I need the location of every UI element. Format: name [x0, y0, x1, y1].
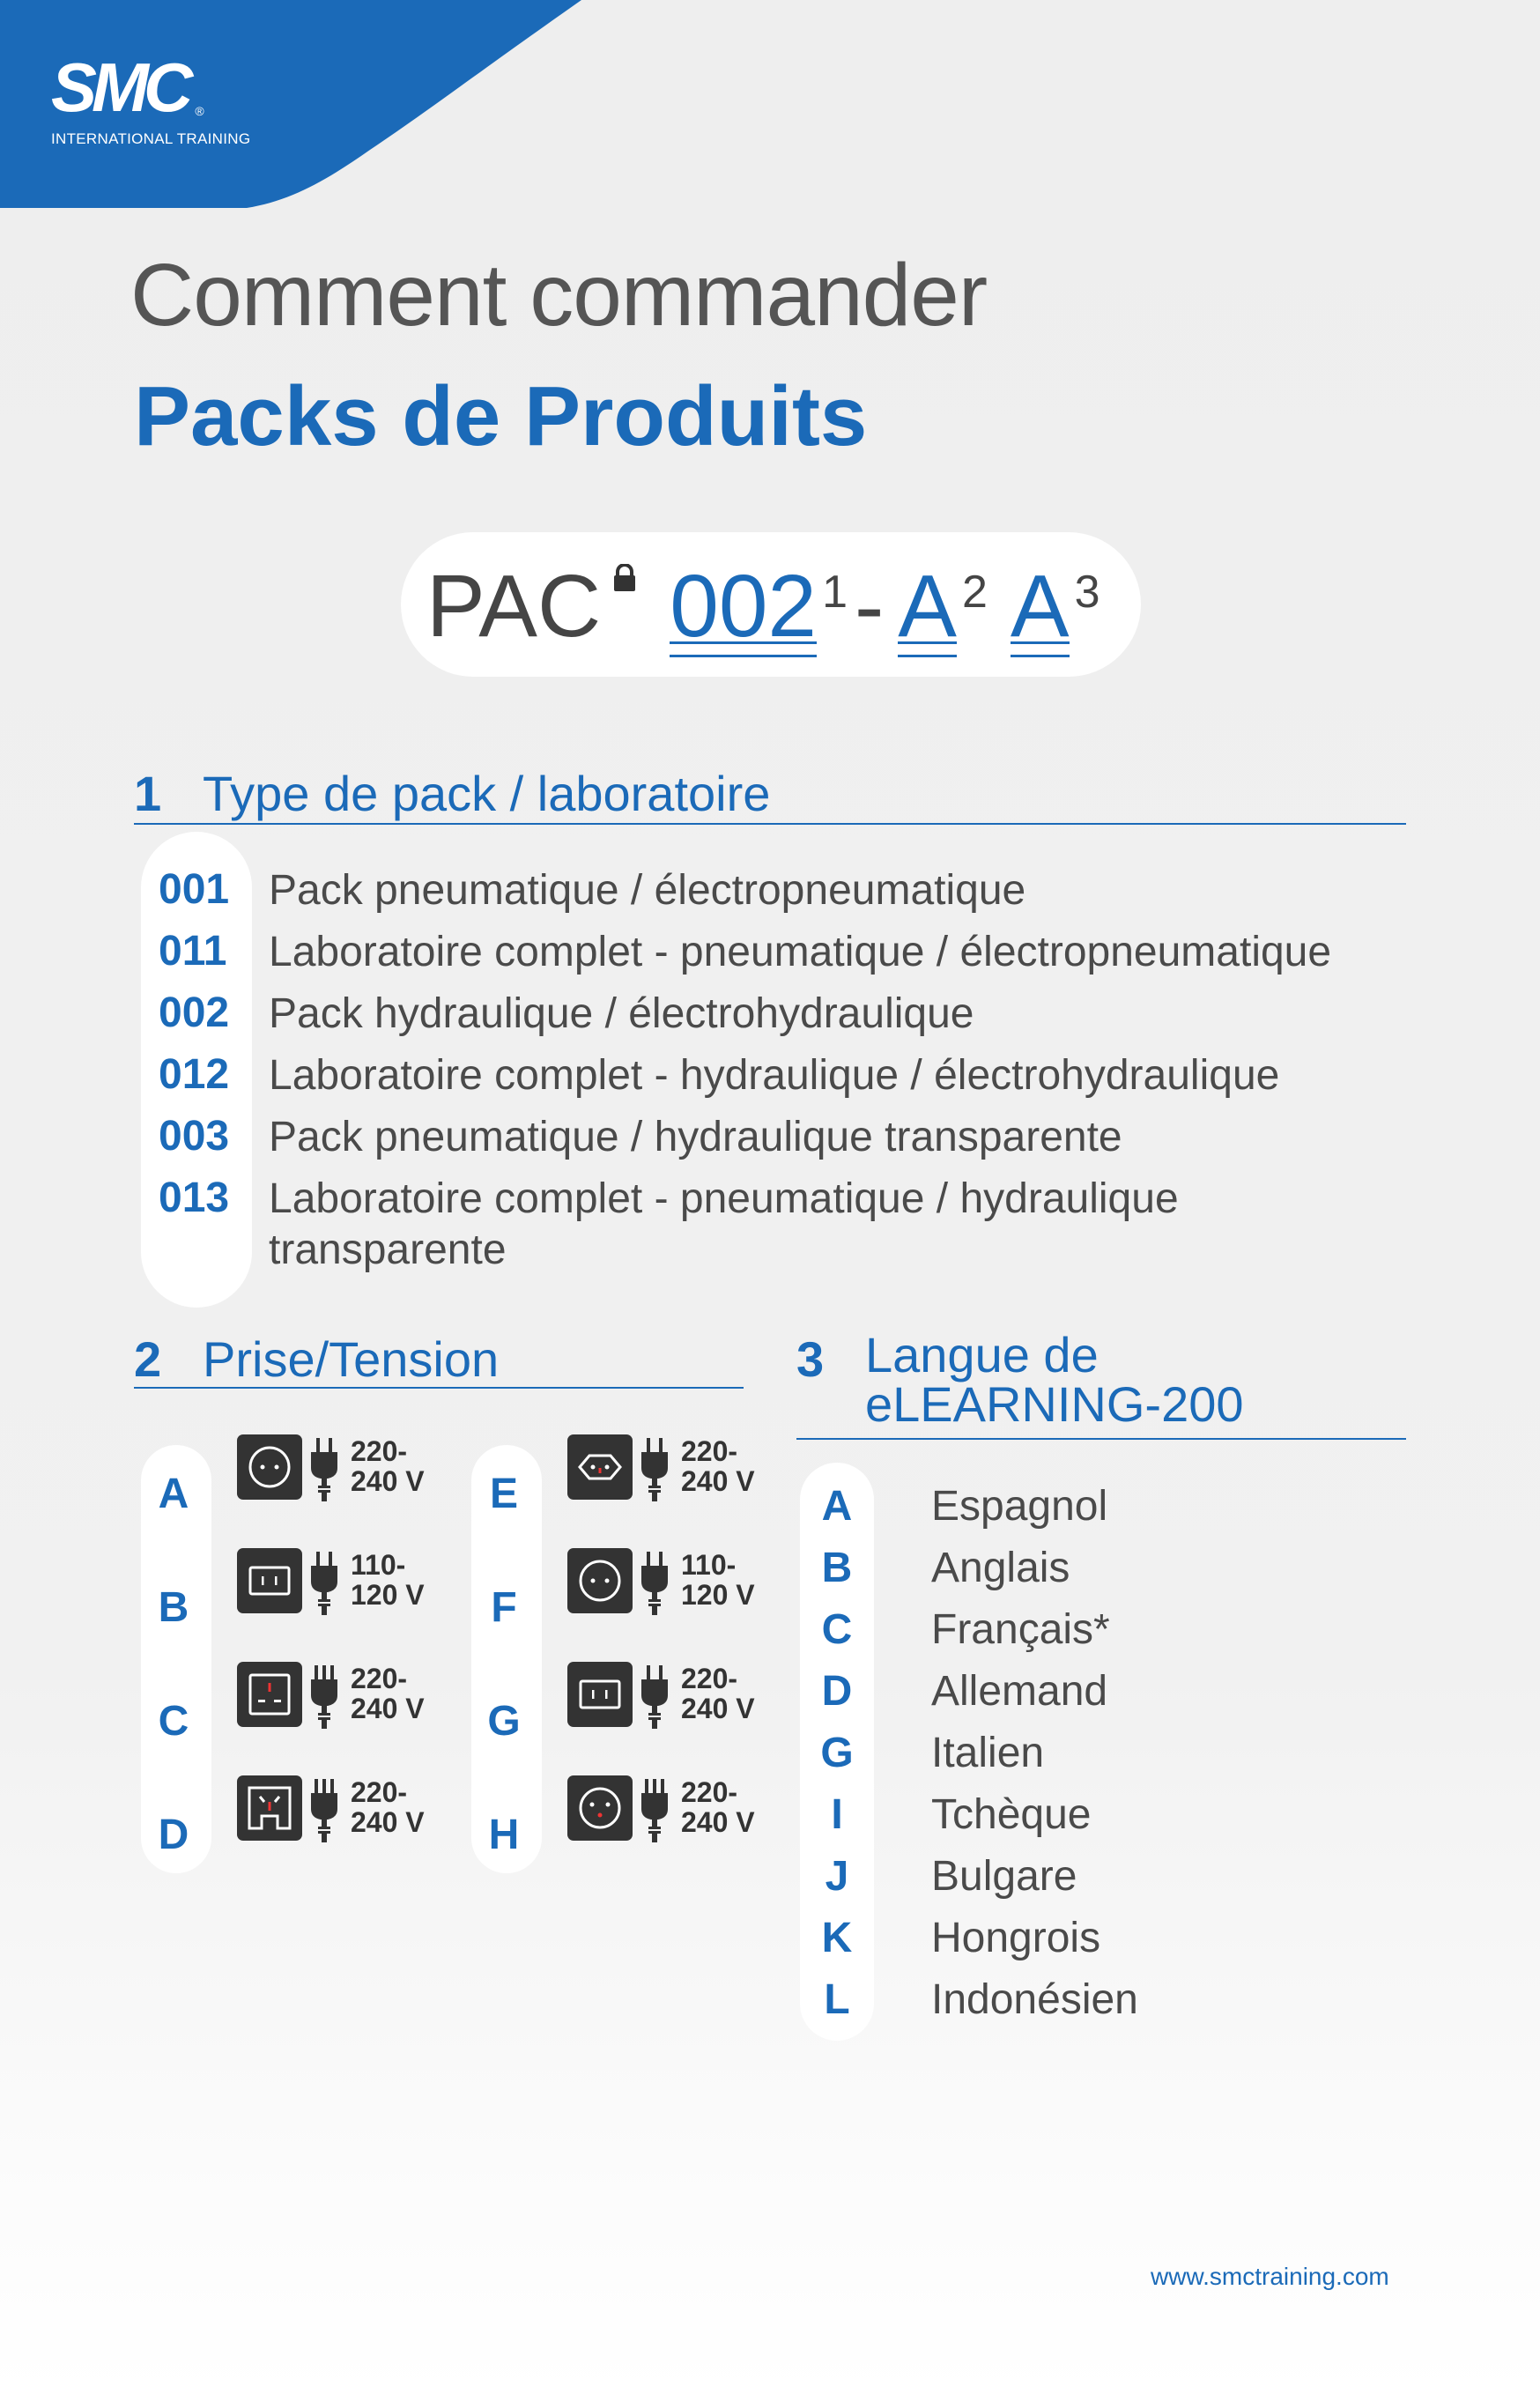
registered-mark: ®: [195, 104, 204, 118]
pack-label: Laboratoire complet - pneumatique / hydraulique transparente: [269, 1175, 1179, 1273]
section-1-rule: [134, 823, 1406, 825]
voltage-line-2: 240 V: [681, 1693, 755, 1724]
logo-tagline: INTERNATIONAL TRAINING: [51, 130, 251, 147]
logo-wordmark: SMC: [51, 48, 189, 126]
two-pin-plug-icon: [639, 1550, 670, 1615]
plug-letter: H: [488, 1812, 520, 1858]
voltage-line-1: 220-: [681, 1776, 738, 1808]
section-1-title: Type de pack / laboratoire: [203, 766, 771, 821]
language-letter: A: [821, 1483, 853, 1530]
plug-letter: A: [158, 1471, 189, 1517]
language-label: Indonésien: [931, 1976, 1138, 2023]
section-3-title-line-2: eLEARNING-200: [865, 1376, 1244, 1432]
section-3-heading: [796, 1327, 1244, 1432]
voltage-line-1: 220-: [351, 1663, 408, 1694]
plug-letter: E: [489, 1471, 518, 1517]
code-superscript-2: 2: [962, 567, 988, 618]
voltage-line-1: 220-: [351, 1776, 408, 1808]
language-letter: D: [821, 1668, 853, 1715]
socket-type-c-icon: [567, 1434, 633, 1500]
section-2-rule: [134, 1387, 744, 1389]
voltage-label: [351, 1664, 425, 1723]
socket-type-j-icon: [567, 1775, 633, 1841]
pack-code: 002: [159, 989, 230, 1036]
language-label: Français*: [931, 1606, 1110, 1653]
code-dash: -: [854, 557, 885, 656]
order-code: [426, 545, 1100, 668]
voltage-line-2: 240 V: [681, 1465, 755, 1497]
language-label: Hongrois: [931, 1915, 1101, 1961]
socket-type-i-icon: [237, 1775, 302, 1841]
pack-label: Pack pneumatique / hydraulique transparente: [269, 1114, 1122, 1160]
code-superscript-1: 1: [822, 567, 848, 618]
list-item: [159, 1050, 1414, 1101]
section-1-number: 1: [134, 766, 162, 821]
list-item: [159, 927, 1414, 978]
voltage-line-2: 240 V: [351, 1806, 425, 1838]
socket-type-a-icon: [567, 1662, 633, 1727]
language-label: Italien: [931, 1730, 1045, 1776]
socket-type-f-icon: [567, 1548, 633, 1613]
page-subtitle: Packs de Produits: [134, 369, 868, 463]
plug-letter: F: [491, 1584, 517, 1631]
pack-code: 013: [159, 1175, 230, 1221]
section-2-number: 2: [134, 1331, 162, 1387]
two-pin-plug-icon: [639, 1664, 670, 1729]
socket-type-g-icon: [237, 1662, 302, 1727]
language-letter: C: [821, 1606, 853, 1653]
pack-code: 001: [159, 866, 230, 913]
three-pin-plug-icon: [308, 1664, 340, 1729]
voltage-label: [351, 1777, 425, 1837]
voltage-label: [351, 1550, 425, 1610]
section-3-rule: [796, 1438, 1406, 1440]
voltage-line-1: 220-: [681, 1663, 738, 1694]
three-pin-plug-icon: [308, 1777, 340, 1842]
section-3-number: 3: [796, 1331, 825, 1387]
code-superscript-3: 3: [1074, 567, 1100, 618]
two-pin-plug-icon: [308, 1550, 340, 1615]
voltage-label: [681, 1550, 755, 1610]
voltage-line-2: 240 V: [681, 1806, 755, 1838]
language-letter: I: [831, 1791, 843, 1838]
code-part-plug: A: [898, 545, 957, 668]
language-letter: G: [820, 1730, 854, 1776]
three-pin-plug-icon: [639, 1777, 670, 1842]
section-2-heading: [134, 1330, 499, 1388]
pack-code: 003: [159, 1113, 230, 1160]
language-letter: J: [825, 1853, 849, 1900]
two-pin-plug-icon: [308, 1436, 340, 1501]
pack-code: 011: [159, 928, 227, 975]
language-letter: L: [824, 1976, 850, 2023]
voltage-label: [681, 1777, 755, 1837]
two-pin-plug-icon: [639, 1436, 670, 1501]
socket-type-f-icon: [237, 1434, 302, 1500]
pack-label: Pack hydraulique / électrohydraulique: [269, 990, 974, 1037]
pack-label: Pack pneumatique / électropneumatique: [269, 867, 1026, 914]
section-1-heading: [134, 765, 770, 822]
plug-letter: D: [158, 1812, 189, 1858]
voltage-label: [351, 1436, 425, 1496]
voltage-line-1: 110-: [351, 1549, 406, 1581]
voltage-line-2: 120 V: [351, 1579, 425, 1611]
language-label: Allemand: [931, 1668, 1108, 1715]
socket-type-a-icon: [237, 1548, 302, 1613]
voltage-line-1: 110-: [681, 1549, 737, 1581]
language-letter: K: [821, 1915, 853, 1961]
list-item: [159, 1112, 1414, 1163]
footer-url[interactable]: www.smctraining.com: [1151, 2263, 1389, 2290]
language-letter: B: [821, 1545, 853, 1591]
voltage-line-1: 220-: [681, 1435, 738, 1467]
voltage-label: [681, 1664, 755, 1723]
voltage-label: [681, 1436, 755, 1496]
section-2-title: Prise/Tension: [203, 1331, 500, 1387]
pack-label: Laboratoire complet - hydraulique / électrohydraulique: [269, 1052, 1280, 1099]
voltage-line-2: 120 V: [681, 1579, 755, 1611]
language-label: Bulgare: [931, 1853, 1077, 1900]
language-label: Tchèque: [931, 1791, 1092, 1838]
lock-icon: [613, 564, 636, 592]
page-title: Comment commander: [130, 246, 988, 345]
plug-letter: C: [158, 1698, 189, 1745]
pack-label: Laboratoire complet - pneumatique / électropneumatique: [269, 929, 1332, 975]
list-item: [159, 865, 1414, 916]
code-part-pack-type: 002: [670, 545, 817, 668]
voltage-line-1: 220-: [351, 1435, 408, 1467]
language-label: Espagnol: [931, 1483, 1108, 1530]
voltage-line-2: 240 V: [351, 1465, 425, 1497]
list-item: [159, 1174, 1291, 1276]
code-prefix: PAC: [426, 557, 602, 656]
pack-code: 012: [159, 1051, 230, 1098]
language-label: Anglais: [931, 1545, 1070, 1591]
plug-letter: B: [158, 1584, 189, 1631]
plug-letter: G: [487, 1698, 521, 1745]
section-3-title-line-1: Langue de: [865, 1327, 1099, 1382]
smc-logo: [51, 48, 251, 148]
code-part-language: A: [1011, 545, 1070, 668]
voltage-line-2: 240 V: [351, 1693, 425, 1724]
list-item: [159, 989, 1414, 1040]
